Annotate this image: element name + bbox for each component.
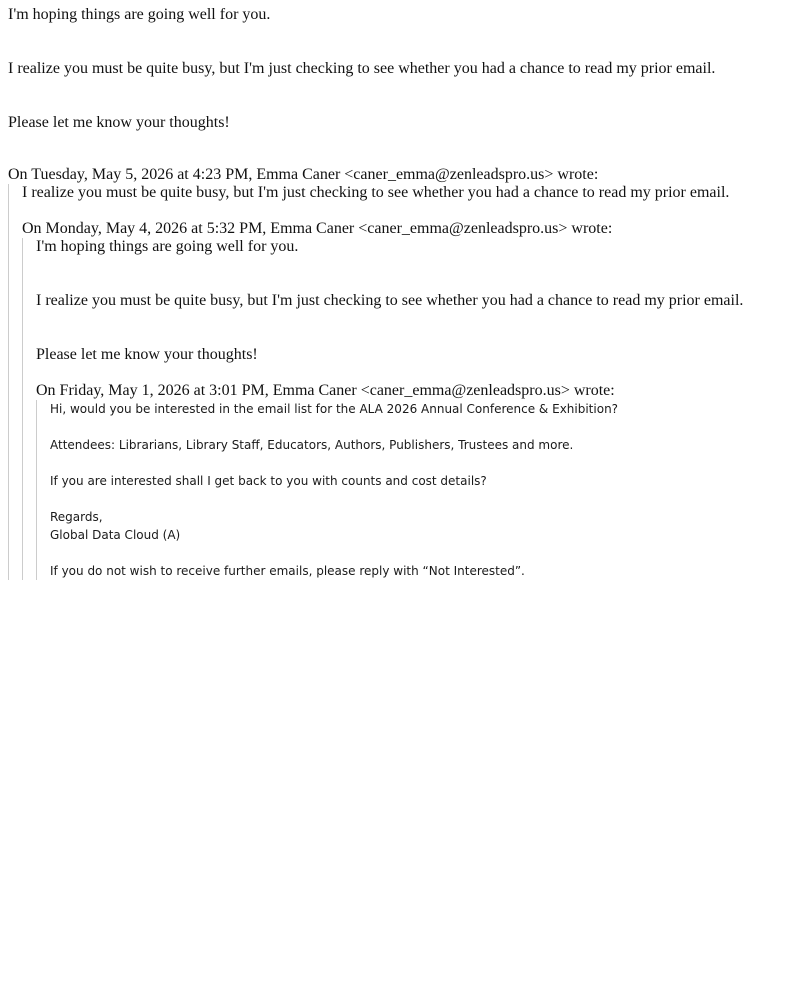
- spacer: [8, 78, 800, 114]
- quoted-message-may1: [36, 400, 800, 580]
- spacer: [50, 544, 800, 562]
- quoted-line-followup: I realize you must be quite busy, but I'm just checking to see whether you had a chance to read my prior email.: [22, 184, 730, 201]
- quoted-message-may5: [8, 184, 800, 580]
- original-closing-line: Regards,: [50, 510, 103, 524]
- spacer: [8, 132, 800, 168]
- spacer: [36, 310, 800, 346]
- original-attendees-line: Attendees: Librarians, Library Staff, Educators, Authors, Publishers, Trustees and more.: [50, 438, 574, 452]
- original-signature-line: Global Data Cloud (A): [50, 528, 181, 542]
- original-optout-line: If you do not wish to receive further emails, please reply with “Not Interested”.: [50, 564, 525, 578]
- quote-attribution-may5: On Tuesday, May 5, 2026 at 4:23 PM, Emma Caner <caner_emma@zenleadspro.us> wrote:: [8, 166, 599, 183]
- message-line-greeting: I'm hoping things are going well for you.: [8, 6, 271, 23]
- quoted-line-greeting: I'm hoping things are going well for you.: [36, 238, 299, 255]
- spacer: [36, 364, 800, 382]
- quote-attribution-may1: On Friday, May 1, 2026 at 3:01 PM, Emma Caner <caner_emma@zenleadspro.us> wrote:: [36, 382, 615, 399]
- spacer: [22, 202, 800, 220]
- spacer: [50, 490, 800, 508]
- message-line-request: Please let me know your thoughts!: [8, 114, 230, 131]
- quoted-line-request: Please let me know your thoughts!: [36, 346, 258, 363]
- quoted-message-may4: [22, 238, 800, 580]
- original-offer-line: If you are interested shall I get back to you with counts and cost details?: [50, 474, 487, 488]
- quoted-line-followup: I realize you must be quite busy, but I'm just checking to see whether you had a chance to read my prior email.: [36, 292, 744, 309]
- original-intro-line: Hi, would you be interested in the email list for the ALA 2026 Annual Conference & Exhibition?: [50, 402, 619, 416]
- quote-attribution-may4: On Monday, May 4, 2026 at 5:32 PM, Emma Caner <caner_emma@zenleadspro.us> wrote:: [22, 220, 613, 237]
- spacer: [50, 454, 800, 472]
- spacer: [8, 24, 800, 60]
- message-line-followup: I realize you must be quite busy, but I'm just checking to see whether you had a chance to read my prior email.: [8, 60, 716, 77]
- spacer: [50, 418, 800, 436]
- spacer: [36, 256, 800, 292]
